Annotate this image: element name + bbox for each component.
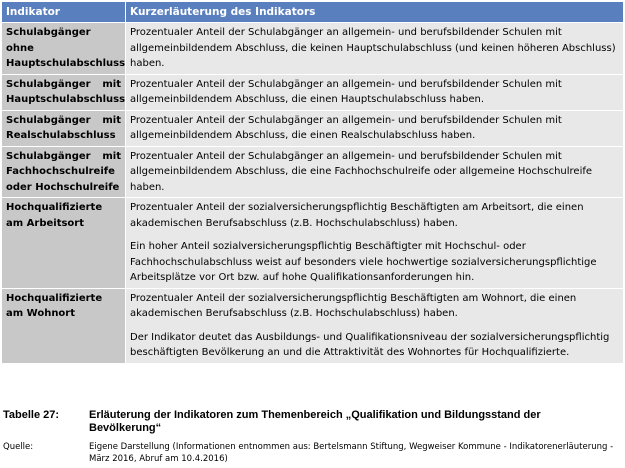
table-row [2,23,624,75]
description-paragraph: Prozentualer Anteil der Schulabgänger an allgemein- und berufsbildender Schulen mit allgemeinbildendem Abschluss, die keinen Hauptschulabschluss (und keinen höheren Abschluss) haben. [130,27,616,69]
table-row [2,198,624,289]
header-description: Kurzerläuterung des Indikators [126,2,624,23]
indicator-cell: Schulabgänger mit Fachhochschulreife oder Hochschulreife [2,146,126,198]
indicator-cell: Hochqualifizierte am Arbeitsort [2,198,126,289]
description-paragraph: Prozentualer Anteil der sozialversicherungspflichtig Beschäftigten am Wohnort, die einen akademischen Berufsabschluss (z.B. Hochschulabschluss) haben. [130,292,577,319]
table-header-row [2,2,624,23]
description-cell [126,198,624,289]
description-paragraph: Prozentualer Anteil der Schulabgänger an allgemein- und berufsbildender Schulen mit allgemeinbildendem Abschluss, die eine Fachhochschulreife oder allgemeine Hochschulreife haben. [130,150,593,193]
description-cell [126,110,624,146]
caption-label: Tabelle 27: [3,409,60,421]
header-indicator: Indikator [2,2,126,23]
description-paragraph: Prozentualer Anteil der sozialversicherungspflichtig Beschäftigten am Arbeitsort, die einen akademischen Berufsabschluss (z.B. Hochschulabschluss) haben. [130,202,584,229]
description-paragraph: Prozentualer Anteil der Schulabgänger an allgemein- und berufsbildender Schulen mit allgemeinbildendem Abschluss, die einen Hauptschulabschluss haben. [130,78,562,105]
description-cell [126,74,624,110]
table-row [2,110,624,146]
table-row [2,288,624,363]
description-paragraph: Ein hoher Anteil sozialversicherungspflichtig Beschäftigter mit Hochschul- oder Fachhochschulabschluss weist auf besonders viele hochwertige sozialversicherungspflichtige Arbeitsplätze vor Ort bzw. auf hohe Qualifikationsanforderungen hin. [130,241,597,283]
description-paragraph: Prozentualer Anteil der Schulabgänger an allgemein- und berufsbildender Schulen mit allgemeinbildendem Abschluss, die einen Realschulabschluss haben. [130,114,562,141]
description-paragraph: Der Indikator deutet das Ausbildungs- und Qualifikationsniveau der sozialversicherungspflichtig beschäftigten Bevölkerung an und die Attraktivität des Wohnortes für Hochqualifizierte. [130,331,610,358]
indicator-cell: Schulabgänger mit Hauptschulabschluss [2,74,126,110]
description-cell [126,23,624,75]
indicator-cell: Schulabgänger mit Realschulabschluss [2,110,126,146]
description-cell [126,288,624,363]
indicator-table [1,1,624,364]
indicator-cell: Hochqualifizierte am Wohnort [2,288,126,363]
source-label: Quelle: [3,442,34,452]
source-text: Eigene Darstellung (Informationen entnommen aus: Bertelsmann Stiftung, Wegweiser Kommune - Indikatorenerläuterung - März 2016, Abruf am 10.4.2016) [89,442,614,464]
table-row [2,146,624,198]
table-row [2,74,624,110]
description-cell [126,146,624,198]
caption-text: Erläuterung der Indikatoren zum Themenbereich „Qualifikation und Bildungsstand der Bevölkerung“ [89,409,541,434]
indicator-cell: Schulabgänger ohne Hauptschulabschluss [2,23,126,75]
